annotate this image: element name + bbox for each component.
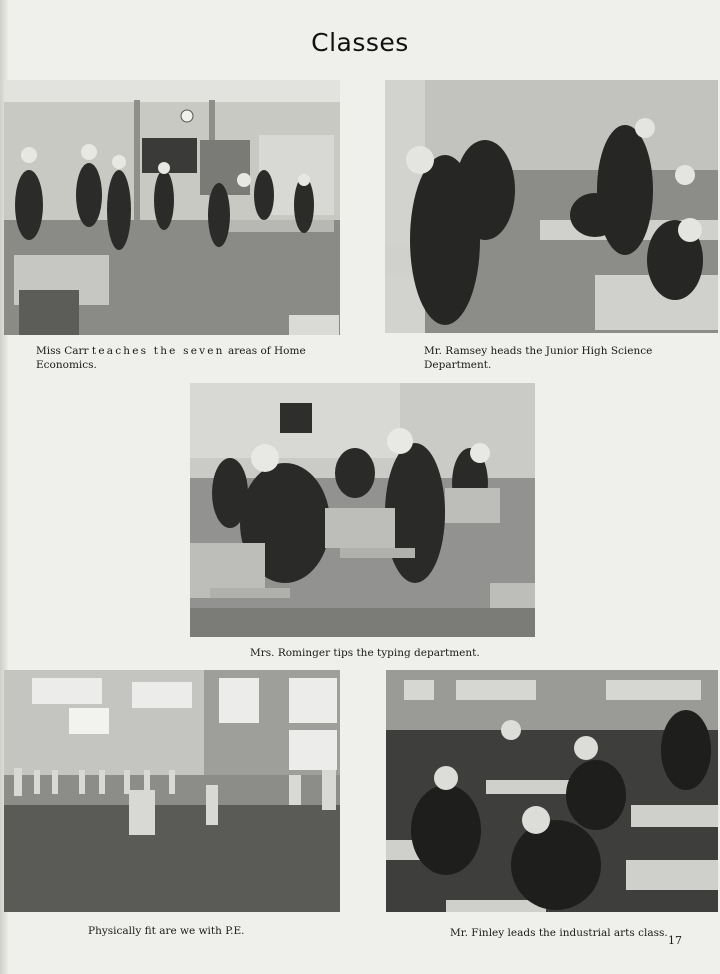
photo-industrial-arts <box>386 670 718 912</box>
caption-home-economics <box>36 344 316 372</box>
caption-part2: areas of Home Economics. <box>36 345 306 371</box>
photo-gymnasium <box>4 670 340 912</box>
photo-home-economics <box>4 80 340 335</box>
photo-science <box>385 80 718 333</box>
caption-part1: Miss Carr <box>36 345 92 357</box>
page-title: Classes <box>311 28 409 57</box>
caption-gymnasium: Physically fit are we with P.E. <box>88 925 245 937</box>
caption-spaced: teaches the seven <box>91 345 225 357</box>
page-number: 17 <box>668 934 682 947</box>
photo-typing <box>190 383 535 637</box>
caption-typing: Mrs. Rominger tips the typing department. <box>250 647 480 659</box>
caption-industrial-arts: Mr. Finley leads the industrial arts class. <box>450 927 668 939</box>
caption-science: Mr. Ramsey heads the Junior High Science Department. <box>424 345 653 371</box>
